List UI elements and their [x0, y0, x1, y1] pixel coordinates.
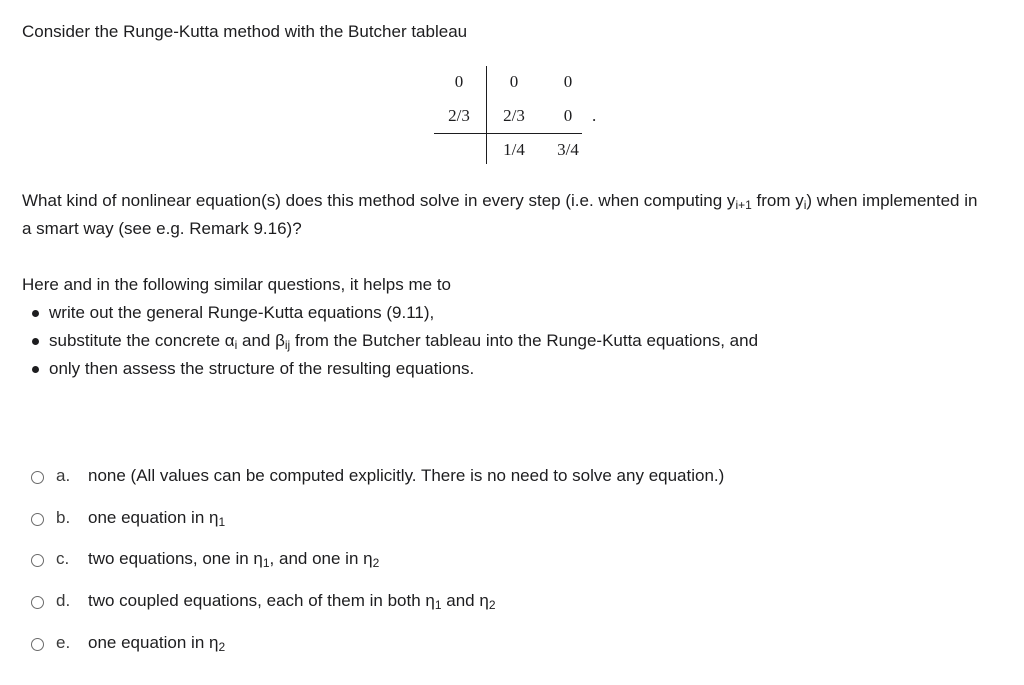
tableau-b1: 1/4: [503, 140, 525, 159]
option-text: one equation in η: [88, 632, 219, 652]
option-label[interactable]: [88, 549, 379, 569]
hint-list: [22, 299, 982, 383]
answer-option-a[interactable]: [31, 462, 725, 504]
hint-subscript: i: [234, 338, 238, 352]
radio-button-icon[interactable]: [31, 513, 44, 526]
tableau-a11: 0: [509, 72, 519, 91]
radio-button-icon[interactable]: [31, 638, 44, 651]
option-text: two equations, one in η: [88, 549, 263, 569]
bullet-icon: [32, 310, 39, 317]
tableau-vertical-rule: [486, 66, 487, 164]
question-text-part: from y: [751, 191, 804, 210]
hint-item-text: only then assess the structure of the resulting equations.: [49, 359, 475, 378]
tableau-a22: 0: [563, 106, 573, 125]
question-text-part: ) when implemented in a smart way (see e.g. Remark 9.16)?: [22, 191, 978, 238]
option-letter: d.: [56, 591, 71, 611]
radio-button-icon[interactable]: [31, 471, 44, 484]
option-text: two coupled equations, each of them in both η: [88, 591, 435, 611]
option-text: none (All values can be computed explicitly. There is no need to solve any equation.): [88, 466, 725, 485]
tableau-c2: 2/3: [448, 106, 470, 125]
question-text-part: What kind of nonlinear equation(s) does this method solve in every step (i.e. when computing y: [22, 191, 736, 210]
tableau-c1: 0: [454, 72, 464, 91]
radio-button-icon[interactable]: [31, 596, 44, 609]
option-subscript: 2: [372, 556, 380, 571]
tableau-a12: 0: [563, 72, 573, 91]
question-subscript: i: [803, 198, 807, 212]
butcher-tableau: [434, 66, 604, 166]
hint-subscript: ij: [284, 338, 291, 352]
hint-item-text: and β: [237, 331, 285, 350]
option-subscript: 1: [434, 598, 442, 613]
question-intro: Consider the Runge-Kutta method with the Butcher tableau: [22, 22, 468, 41]
option-subscript: 2: [218, 639, 226, 654]
option-label[interactable]: [88, 633, 225, 653]
option-letter: e.: [56, 632, 71, 652]
option-letter: c.: [56, 549, 70, 569]
bullet-icon: [32, 338, 39, 345]
tableau-period: .: [592, 106, 597, 125]
tableau-b2: 3/4: [557, 140, 579, 159]
bullet-icon: [32, 366, 39, 373]
option-text: , and one in η: [269, 549, 373, 569]
option-subscript: 1: [218, 514, 226, 529]
question-text: [22, 187, 982, 243]
option-label[interactable]: [88, 591, 496, 611]
option-text: one equation in η: [88, 507, 219, 527]
hint-block: [22, 271, 982, 383]
question-subscript: i+1: [735, 198, 752, 212]
option-letter: b.: [56, 507, 71, 527]
hint-lead: Here and in the following similar questions, it helps me to: [22, 275, 451, 294]
option-label[interactable]: [88, 508, 225, 528]
hint-list-item: [22, 327, 982, 355]
hint-item-text: substitute the concrete α: [49, 331, 235, 350]
hint-list-item: [22, 355, 982, 383]
option-subscript: 2: [488, 598, 496, 613]
hint-item-text: from the Butcher tableau into the Runge-Kutta equations, and: [290, 331, 759, 350]
tableau-a21: 2/3: [503, 106, 525, 125]
option-letter: a.: [56, 466, 71, 485]
radio-button-icon[interactable]: [31, 554, 44, 567]
option-subscript: 1: [262, 556, 270, 571]
tableau-horizontal-rule: [434, 133, 582, 134]
hint-item-text: write out the general Runge-Kutta equations (9.11),: [49, 303, 435, 322]
option-text: and η: [441, 591, 489, 611]
hint-list-item: [22, 299, 982, 327]
option-label[interactable]: [88, 466, 724, 486]
